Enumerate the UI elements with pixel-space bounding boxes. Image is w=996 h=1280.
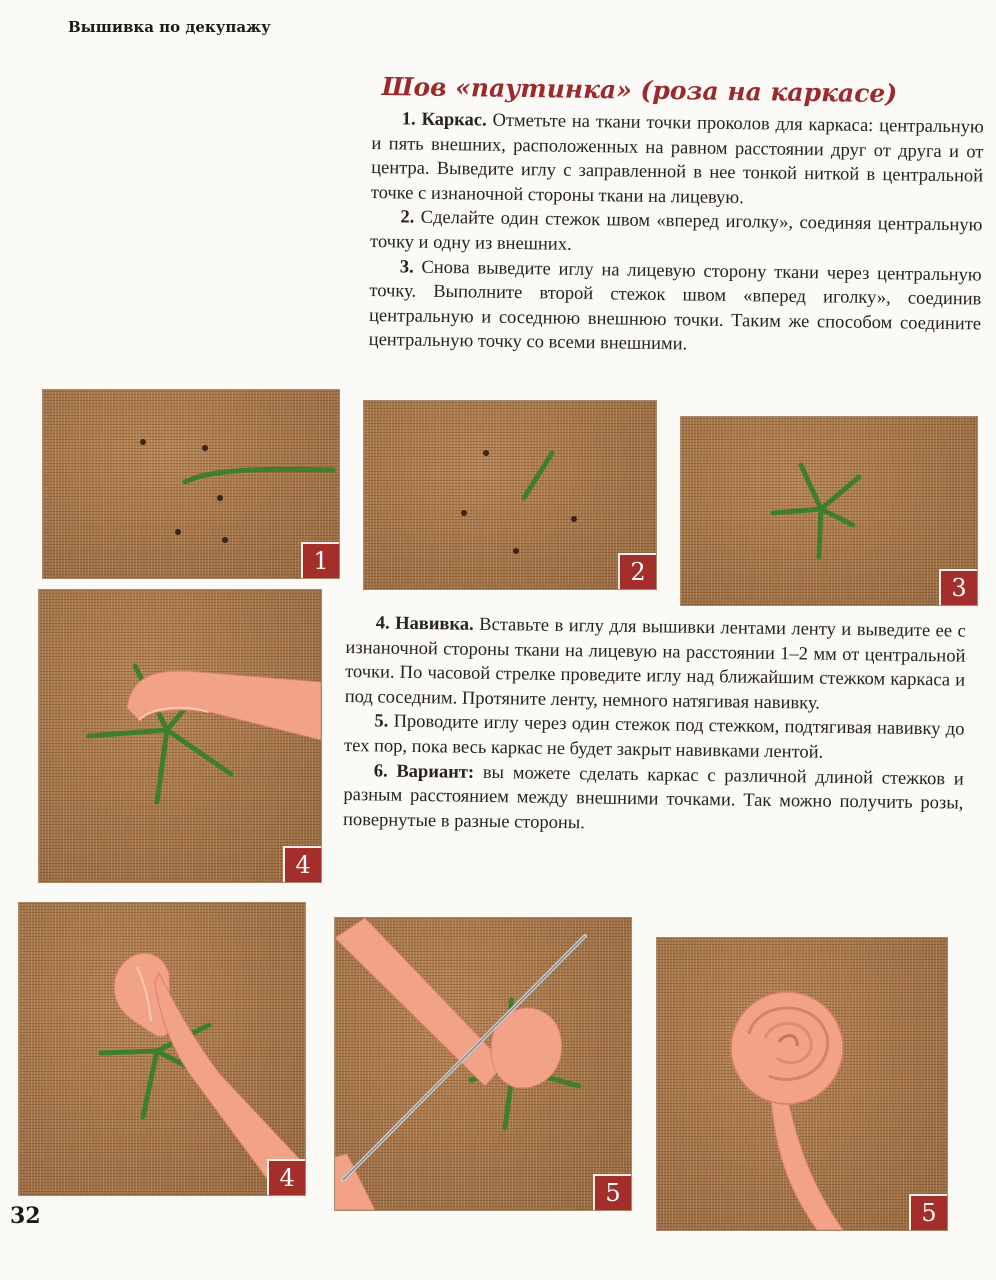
photo-step-2	[363, 400, 657, 590]
photo-step-5-needle	[334, 917, 632, 1211]
frame-points-illustration	[43, 390, 339, 578]
finished-rose-illustration	[657, 938, 947, 1230]
paragraph-step-3	[369, 255, 982, 362]
photo-step-1	[42, 389, 340, 579]
paragraph-step-2	[370, 205, 983, 263]
step-1-text: Отметьте на ткани точки проколов для каркаса: центральную и пять внешних, расположенных на равном расстоянии друг от друга и от центра. Выведите иглу с заправленной в нее тонкой ниткой в центральной точке с изнаночной стороны ткани на лицевую.	[370, 110, 984, 208]
photo-step-4-start	[38, 589, 322, 883]
paragraph-step-6	[343, 759, 964, 841]
step-badge: 4	[283, 846, 321, 882]
ribbon-winding-illustration	[19, 903, 305, 1195]
photo-step-5-rose	[656, 937, 948, 1231]
step-4-label: 4. Навивка.	[375, 613, 474, 635]
step-badge: 5	[909, 1194, 947, 1230]
step-3-label: 3.	[399, 256, 414, 278]
step-badge: 1	[301, 542, 339, 578]
step-badge: 5	[593, 1174, 631, 1210]
needle-winding-illustration	[335, 918, 631, 1210]
step-5-label: 5.	[374, 711, 389, 732]
step-4-text: Вставьте в иглу для вышивки лентами ленту и выведите ее с изнаночной стороны ткани на лицевую на расстоянии 1–2 мм от центральной точки. По часовой стрелке проведите иглу над ближайшим стежком каркаса и под соседним. Протяните ленту, немного натягивая навивку.	[344, 614, 966, 714]
star-frame-illustration	[681, 417, 977, 605]
page-title: Шов «паутинка» (роза на каркасе)	[381, 72, 898, 109]
step-6-text: вы можете сделать каркас с различной длиной стежков и разным расстоянием между внешними точками. Так можно получить розы, повернутые в разные стороны.	[342, 762, 964, 834]
ribbon-start-illustration	[39, 590, 321, 882]
running-header: Вышивка по декупажу	[68, 18, 271, 36]
step-2-text: Сделайте один стежок швом «вперед иголку», соединяя центральную точку и одну из внешних.	[369, 207, 983, 255]
step-badge: 4	[267, 1159, 305, 1195]
page-number: 32	[10, 1203, 41, 1229]
photo-step-4-winding	[18, 902, 306, 1196]
step-5-text: Проводите иглу через один стежок под стежком, подтягивая навивку до тех пор, пока весь каркас не будет закрыт навивками лентой.	[343, 711, 965, 763]
step-1-label: 1. Каркас.	[401, 109, 487, 131]
step-6-label: 6. Вариант:	[373, 760, 475, 783]
first-stitch-illustration	[364, 401, 656, 589]
step-3-text: Снова выведите иглу на лицевую сторону ткани через центральную точку. Выполните второй стежок швом «вперед иголку», соединив центральную и соседнюю внешнюю точки. Таким же способом соедините центральную точку со всеми внешними.	[368, 257, 982, 355]
step-badge: 2	[618, 553, 656, 589]
paragraph-step-1	[371, 107, 984, 214]
step-2-label: 2.	[400, 207, 415, 228]
photo-step-3	[680, 416, 978, 606]
paragraph-step-5	[344, 709, 965, 767]
instructions-block-frame	[369, 107, 984, 361]
instructions-block-winding	[343, 611, 966, 841]
step-badge: 3	[939, 569, 977, 605]
paragraph-step-4	[345, 611, 966, 718]
